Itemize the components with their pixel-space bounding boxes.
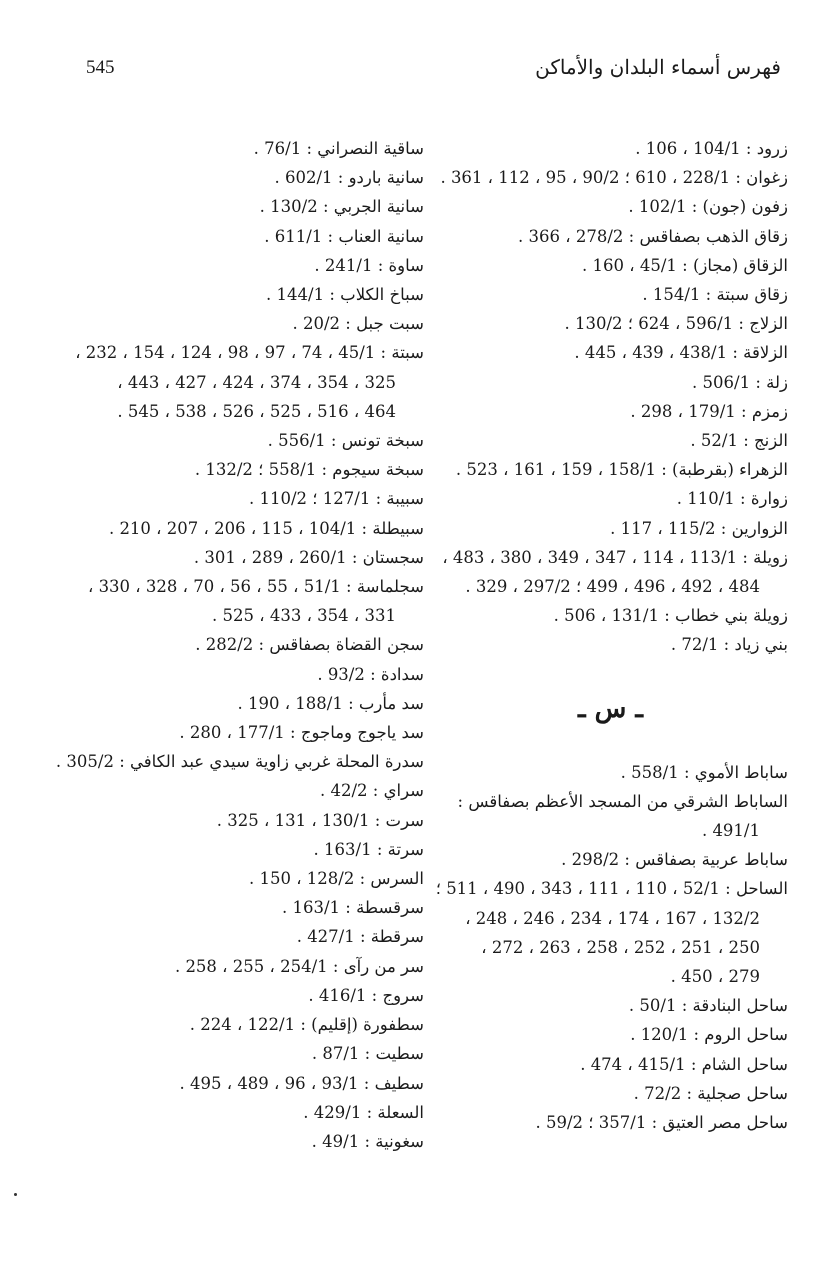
index-entry: الزلاقة : 438/1 ، 439 ، 445 . (574, 343, 788, 363)
index-entry: زمزم : 179/1 ، 298 . (630, 401, 788, 421)
index-entry-continuation: 464 ، 516 ، 525 ، 526 ، 538 ، 545 . (117, 401, 396, 421)
index-entry: زويلة بني خطاب : 131/1 ، 506 . (553, 606, 788, 626)
index-entry: سرت : 130/1 ، 131 ، 325 . (216, 810, 424, 830)
index-entry: سانية العناب : 611/1 . (264, 226, 424, 246)
index-entry: بني زياد : 72/1 . (670, 635, 788, 655)
index-entry: سانية باردو : 602/1 . (274, 168, 424, 188)
index-entry: ساوة : 241/1 . (314, 255, 424, 275)
index-entry-continuation: 250 ، 251 ، 252 ، 258 ، 263 ، 272 ، (481, 937, 760, 957)
index-entry: ساحل مصر العتيق : 357/1 ؛ 59/2 . (535, 1113, 788, 1133)
index-entry: زقاق سبتة : 154/1 . (642, 285, 788, 305)
index-entry: السعلة : 429/1 . (303, 1102, 424, 1122)
index-entry: سانية الجربي : 130/2 . (259, 197, 424, 217)
section-letter-sin: ـ س ـ (577, 693, 644, 724)
index-entry-continuation: 279 ، 450 . (670, 967, 760, 987)
index-entry: سبت جبل : 20/2 . (292, 314, 424, 334)
index-entry: ساحل الروم : 120/1 . (630, 1025, 788, 1045)
index-entry: سطيف : 93/1 ، 96 ، 489 ، 495 . (179, 1073, 424, 1093)
index-entry: سروج : 416/1 . (308, 985, 424, 1005)
index-entry: سر من رآى : 254/1 ، 255 ، 258 . (174, 956, 424, 976)
page-number: 545 (86, 57, 115, 78)
index-entry: سبتة : 45/1 ، 74 ، 97 ، 98 ، 124 ، 154 ، 232 ، (75, 343, 424, 363)
index-entry-continuation: 491/1 . (701, 821, 760, 841)
index-entry: ساقية النصراني : 76/1 . (253, 139, 424, 158)
index-entry: زغوان : 228/1 ، 610 ؛ 90/2 ، 95 ، 112 ، 361 . (440, 168, 788, 188)
index-entry: ساحل الشام : 415/1 ، 474 . (580, 1054, 788, 1074)
index-entry: سجن القضاة بصفاقس : 282/2 . (195, 635, 424, 655)
index-entry: سرقطة : 427/1 . (296, 927, 424, 947)
index-entry: زرود : 104/1 ، 106 . (635, 139, 788, 158)
index-entry: سبخة سيجوم : 558/1 ؛ 132/2 . (194, 460, 424, 480)
index-entry: سد مأرب : 188/1 ، 190 . (237, 693, 424, 713)
index-entry: سراي : 42/2 . (319, 781, 424, 801)
index-entry: سبخة تونس : 556/1 . (267, 431, 424, 451)
index-entry: الزنج : 52/1 . (690, 431, 788, 451)
index-entry: الزوارين : 115/2 ، 117 . (610, 518, 788, 538)
index-entry: الزلاج : 596/1 ، 624 ؛ 130/2 . (564, 314, 788, 334)
index-entry: الزهراء (بقرطبة) : 158/1 ، 159 ، 161 ، 523 . (455, 460, 788, 480)
index-entry: سباخ الكلاب : 144/1 . (266, 285, 424, 305)
index-entry-continuation: 325 ، 354 ، 374 ، 424 ، 427 ، 443 ، (117, 372, 396, 392)
index-entry: سجستان : 260/1 ، 289 ، 301 . (193, 547, 424, 567)
index-entry: ساحل صجلية : 72/2 . (633, 1083, 788, 1103)
margin-dot (14, 1193, 17, 1196)
index-entry: ساحل البنادقة : 50/1 . (628, 996, 788, 1016)
index-entry: ساباط عربية بصفاقس : 298/2 . (561, 850, 788, 870)
entries-bottom (403, 758, 788, 1138)
index-entry: سبيبة : 127/1 ؛ 110/2 . (248, 489, 424, 509)
index-entry: سغونية : 49/1 . (311, 1131, 424, 1151)
index-entry-continuation: 484 ، 492 ، 496 ، 499 ؛ 297/2 ، 329 . (465, 577, 760, 597)
left-column (4, 134, 424, 1156)
index-entry: سد ياجوج وماجوج : 177/1 ، 280 . (179, 723, 424, 743)
entries-top (403, 134, 788, 660)
index-entry: الساباط الشرقي من المسجد الأعظم بصفاقس : (457, 791, 788, 811)
index-entry: سطفورة (إقليم) : 122/1 ، 224 . (189, 1015, 424, 1035)
index-entry-continuation: 132/2 ، 167 ، 174 ، 234 ، 246 ، 248 ، (465, 908, 760, 928)
index-entry: سدادة : 93/2 . (317, 664, 424, 684)
index-entry: زفون (جون) : 102/1 . (628, 197, 788, 217)
index-entry: الزقاق (مجاز) : 45/1 ، 160 . (582, 255, 788, 275)
index-entry: زلة : 506/1 . (692, 372, 788, 392)
index-entry: سرقسطة : 163/1 . (281, 898, 424, 918)
index-entry: ساباط الأموي : 558/1 . (620, 762, 788, 782)
right-column (403, 134, 788, 1137)
index-entry: زقاق الذهب بصفاقس : 278/2 ، 366 . (518, 226, 788, 246)
index-entry: سبيطلة : 104/1 ، 115 ، 206 ، 207 ، 210 . (108, 518, 424, 538)
index-entry: الساحل : 52/1 ، 110 ، 111 ، 343 ، 490 ، 511 ؛ (435, 879, 788, 899)
index-entry: سطيت : 87/1 . (311, 1044, 424, 1064)
index-entry: زوارة : 110/1 . (676, 489, 788, 509)
index-entry-continuation: 331 ، 354 ، 433 ، 525 . (212, 606, 396, 626)
index-entry: السرس : 128/2 ، 150 . (248, 869, 424, 889)
index-entry: سجلماسة : 51/1 ، 55 ، 56 ، 70 ، 328 ، 330 ، (87, 577, 424, 597)
index-entry: زويلة : 113/1 ، 114 ، 347 ، 349 ، 380 ، 483 ، (442, 547, 788, 567)
running-title: فهرس أسماء البلدان والأماكن (535, 55, 781, 79)
index-entry: سرتة : 163/1 . (313, 839, 424, 859)
index-entry: سدرة المحلة غربي زاوية سيدي عبد الكافي : 305/2 . (55, 752, 424, 772)
